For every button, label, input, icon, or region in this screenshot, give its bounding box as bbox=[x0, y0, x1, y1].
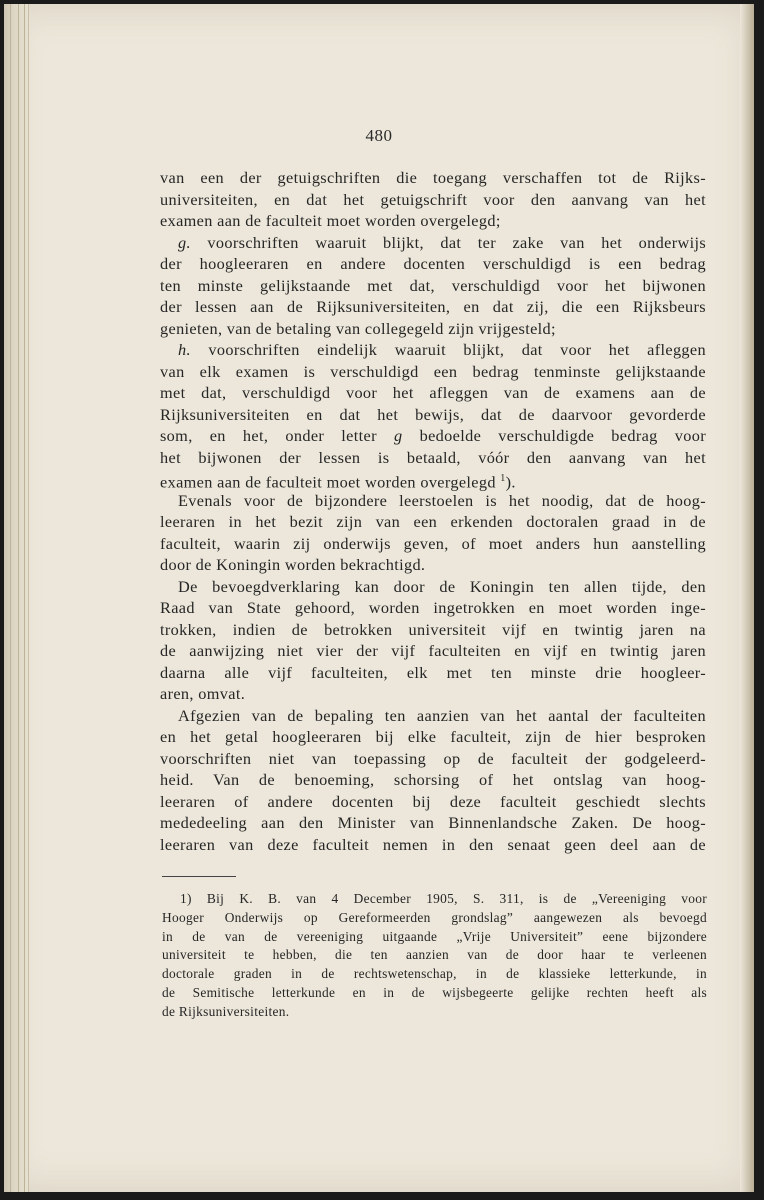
text-line: universiteiten, en dat het getuigschrift voor den aanvang van het bbox=[160, 189, 706, 209]
text-line: heid. Van de benoeming, schorsing of het ontslag van hoog- bbox=[160, 770, 706, 789]
footnote-line: doctorale graden in de rechtswetenschap, in de klassieke letterkunde, in bbox=[162, 966, 707, 982]
text-line: Evenals voor de bijzondere leerstoelen is het noodig, dat de hoog- bbox=[178, 490, 706, 510]
text-line: en het getal hoogleeraren bij elke faculteit, zijn de hier besproken bbox=[160, 727, 706, 746]
page-number: 480 bbox=[365, 126, 393, 145]
text-line: genieten, van de betaling van collegegeld zijn vrijgesteld; bbox=[160, 318, 556, 338]
line-text: voorschriften waaruit blijkt, dat ter zake van het onderwijs bbox=[207, 232, 707, 252]
text-line bbox=[160, 425, 706, 447]
line-text: voorschriften eindelijk waaruit blijkt, dat voor het afleggen bbox=[208, 340, 706, 359]
text-line: door de Koningin worden bekrachtigd. bbox=[160, 555, 426, 574]
footnote-line: de Semitische letterkunde en in de wijsbegeerte gelijke rechten heeft als bbox=[162, 984, 707, 1000]
text-line: der lessen aan de Rijksuniversiteiten, en dat zij, die een Rijksbeurs bbox=[160, 297, 706, 316]
text-line: trokken, indien de betrokken universiteit vijf en twintig jaren na bbox=[160, 619, 706, 639]
text-line: aren, omvat. bbox=[160, 684, 246, 703]
binding-line bbox=[24, 4, 25, 1192]
text-line: daarna alle vijf faculteiten, elk met ten minste drie hoogleer- bbox=[160, 662, 706, 682]
item-label-g: g. bbox=[178, 232, 191, 252]
footnote-line: in de van de vereeniging uitgaande „Vrije Universiteit” eene bijzondere bbox=[162, 928, 707, 944]
text-line: de aanwijzing niet vier der vijf faculteiten en vijf en twintig jaren bbox=[160, 641, 706, 660]
text-line: leeraren van deze faculteit nemen in den senaat geen deel aan de bbox=[160, 834, 706, 854]
text-line: examen aan de faculteit moet worden overgelegd; bbox=[160, 211, 501, 230]
main-text bbox=[160, 167, 706, 855]
page-edge-shadow bbox=[740, 4, 754, 1192]
text-line: faculteit, waarin zij onderwijs geven, of moet anders hun aanstelling bbox=[160, 533, 706, 553]
text-line: van elk examen is verschuldigd een bedrag tenminste gelijkstaande bbox=[160, 361, 706, 381]
binding-line bbox=[10, 4, 11, 1192]
binding-line bbox=[18, 4, 19, 1192]
footnote-reference: 1 bbox=[500, 473, 506, 484]
footnote-line: 1) Bij K. B. van 4 December 1905, S. 311, is de „Vereeniging voor bbox=[180, 891, 707, 906]
footnote-line: universiteit te hebben, die ten aanzien van de door haar te verleenen bbox=[162, 947, 707, 963]
footnote bbox=[162, 890, 707, 1022]
text-line: het bijwonen der lessen is betaald, vóór den aanvang van het bbox=[160, 447, 706, 467]
footnote-line: de Rijksuniversiteiten. bbox=[162, 1003, 290, 1019]
text-line: met dat, verschuldigd voor het afleggen van de examens aan de bbox=[160, 383, 706, 402]
closing-punctuation: ). bbox=[505, 472, 516, 492]
line-text: som, en het, onder letter bbox=[160, 426, 377, 445]
book-page bbox=[4, 4, 754, 1192]
text-line bbox=[160, 339, 706, 361]
text-line: leeraren of andere docenten bij deze faculteit geschiedt slechts bbox=[160, 791, 706, 811]
line-text: bedoelde verschuldigde bedrag voor bbox=[419, 426, 707, 445]
text-line: Rijksuniversiteiten en dat het bewijs, dat de daarvoor gevorderde bbox=[160, 404, 706, 424]
footnote-line: Hooger Onderwijs op Gereformeerden grondslag” aangewezen als bevoegd bbox=[162, 909, 707, 925]
text-line bbox=[160, 232, 706, 254]
text-line: Afgezien van de bepaling ten aanzien van het aantal der faculteiten bbox=[178, 705, 706, 725]
item-label-h: h. bbox=[178, 340, 191, 359]
text-line: leeraren in het bezit zijn van een erkenden doctoralen graad in de bbox=[160, 512, 706, 531]
text-line: der hoogleeraren en andere docenten verschuldigd is een bedrag bbox=[160, 254, 706, 273]
text-line bbox=[160, 468, 706, 490]
text-line: De bevoegdverklaring kan door de Koningin ten allen tijde, den bbox=[178, 576, 706, 596]
footnote-divider bbox=[162, 876, 236, 877]
text-line: Raad van State gehoord, worden ingetrokken en moet worden inge- bbox=[160, 598, 706, 617]
text-line: mededeeling aan den Minister van Binnenlandsche Zaken. De hoog- bbox=[160, 813, 706, 832]
text-line: ten minste gelijkstaande met dat, verschuldigd voor het bijwonen bbox=[160, 275, 706, 295]
line-text: examen aan de faculteit moet worden overgelegd bbox=[160, 472, 496, 492]
inline-italic-letter: g bbox=[393, 426, 403, 445]
text-line: van een der getuigschriften die toegang verschaffen tot de Rijks- bbox=[160, 168, 706, 187]
page-binding bbox=[4, 4, 29, 1192]
text-line: voorschriften niet van toepassing op de faculteit der godgeleerd- bbox=[160, 748, 706, 768]
